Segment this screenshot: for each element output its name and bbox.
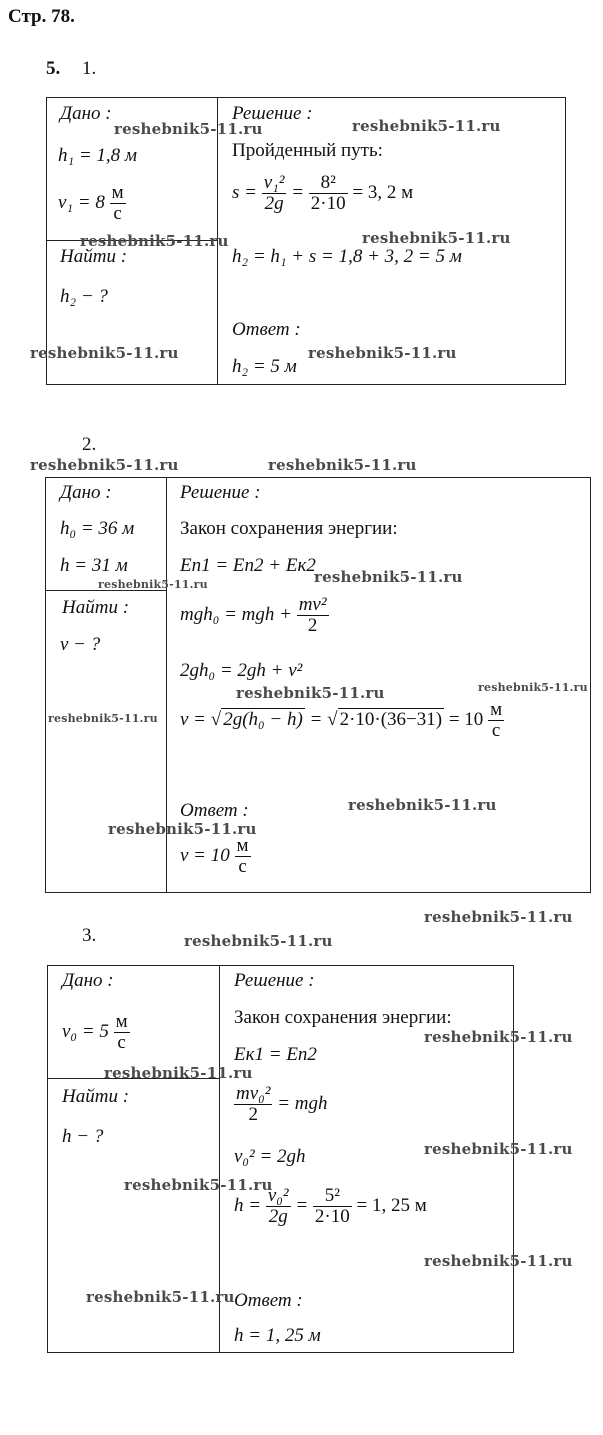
part3-solution-label: Решение : [234, 970, 315, 991]
watermark: reshebnik5-11.ru [48, 712, 158, 725]
watermark: reshebnik5-11.ru [124, 1176, 273, 1194]
watermark: reshebnik5-11.ru [104, 1064, 253, 1082]
watermark: reshebnik5-11.ru [348, 796, 497, 814]
watermark: reshebnik5-11.ru [30, 456, 179, 474]
part3-number: 3. [82, 925, 97, 946]
part2-eq1: Eп1 = Eп2 + Eк2 [180, 555, 316, 576]
part3-given-label: Дано : [62, 970, 114, 991]
watermark: reshebnik5-11.ru [478, 681, 588, 694]
part1-eq-h2: h₂ = h₁ + s = 1,8 + 3, 2 = 5 м [232, 246, 462, 267]
watermark: reshebnik5-11.ru [268, 456, 417, 474]
part1-find-value: h₂ − ? [60, 286, 108, 307]
part3-answer-label: Ответ : [234, 1290, 303, 1311]
part1-number: 1. [82, 58, 97, 79]
part2-given-h0: h₀ = 36 м [60, 518, 135, 539]
part2-find-label: Найти : [62, 597, 130, 618]
page-header: Стр. 78. [8, 6, 75, 27]
watermark: reshebnik5-11.ru [308, 344, 457, 362]
part1-answer-label: Ответ : [232, 319, 301, 340]
part2-eq3: 2gh₀ = 2gh + v² [180, 660, 303, 681]
part1-eq-s: s = $\frac{\text{v₁²}}{2g}$ = $\frac{\text{8²}}{2\cdot 10}$ = 3, 2 м [232, 172, 414, 214]
part1-find-label: Найти : [60, 246, 128, 267]
part1-answer: h₂ = 5 м [232, 356, 297, 377]
part1-path-text: Пройденный путь: [232, 140, 383, 161]
watermark: reshebnik5-11.ru [352, 117, 501, 135]
watermark: reshebnik5-11.ru [424, 1028, 573, 1046]
watermark: reshebnik5-11.ru [86, 1288, 235, 1306]
part2-law-text: Закон сохранения энергии: [180, 518, 398, 539]
watermark: reshebnik5-11.ru [30, 344, 179, 362]
part1-given-h1: h₁ = 1,8 м [58, 145, 138, 166]
part2-given-h: h = 31 м [60, 555, 128, 576]
watermark: reshebnik5-11.ru [362, 229, 511, 247]
part3-eq2: $\frac{\text{mv₀²}}{2}$ = mgh [236, 1083, 328, 1125]
watermark: reshebnik5-11.ru [424, 1252, 573, 1270]
watermark: reshebnik5-11.ru [80, 232, 229, 250]
part3-find-label: Найти : [62, 1086, 130, 1107]
part3-eq4: h = $\frac{\text{v₀²}}{2g}$ = $\frac{\text{5²}}{2\cdot 10}$ = 1, 25 м [234, 1185, 427, 1227]
part2-eq2: mgh₀ = mgh + $\frac{\text{mv²}}{2}$ [180, 594, 327, 636]
part2-number: 2. [82, 434, 97, 455]
part3-eq3: v₀² = 2gh [234, 1146, 306, 1167]
part3-find-value: h − ? [62, 1126, 104, 1147]
watermark: reshebnik5-11.ru [236, 684, 385, 702]
part2-answer-label: Ответ : [180, 800, 249, 821]
watermark: reshebnik5-11.ru [114, 120, 263, 138]
part3-answer: h = 1, 25 м [234, 1325, 321, 1346]
watermark: reshebnik5-11.ru [424, 908, 573, 926]
watermark: reshebnik5-11.ru [184, 932, 333, 950]
part2-find-value: v − ? [60, 634, 101, 655]
watermark: reshebnik5-11.ru [108, 820, 257, 838]
part3-eq1: Eк1 = Eп2 [234, 1044, 317, 1065]
part1-solution-label: Решение : [232, 103, 313, 124]
part3-given-v0: v₀ = 5 $\frac{м}{с}$ [62, 1011, 128, 1053]
part1-given-v1: v₁ = 8 $\frac{м}{с}$ [58, 182, 124, 224]
watermark: reshebnik5-11.ru [314, 568, 463, 586]
part2-answer: v = 10 $\frac{м}{с}$ [180, 835, 249, 877]
task-number: 5. [46, 58, 61, 79]
part3-law-text: Закон сохранения энергии: [234, 1007, 452, 1028]
part2-eq4: v = √ 2g(h₀ − h) = √ 2·10·(36−31) = 10 $\frac{м}{с}$ [180, 699, 503, 741]
part1-given-label: Дано : [60, 103, 112, 124]
part2-solution-label: Решение : [180, 482, 261, 503]
part2-given-label: Дано : [60, 482, 112, 503]
watermark: reshebnik5-11.ru [98, 578, 208, 591]
watermark: reshebnik5-11.ru [424, 1140, 573, 1158]
